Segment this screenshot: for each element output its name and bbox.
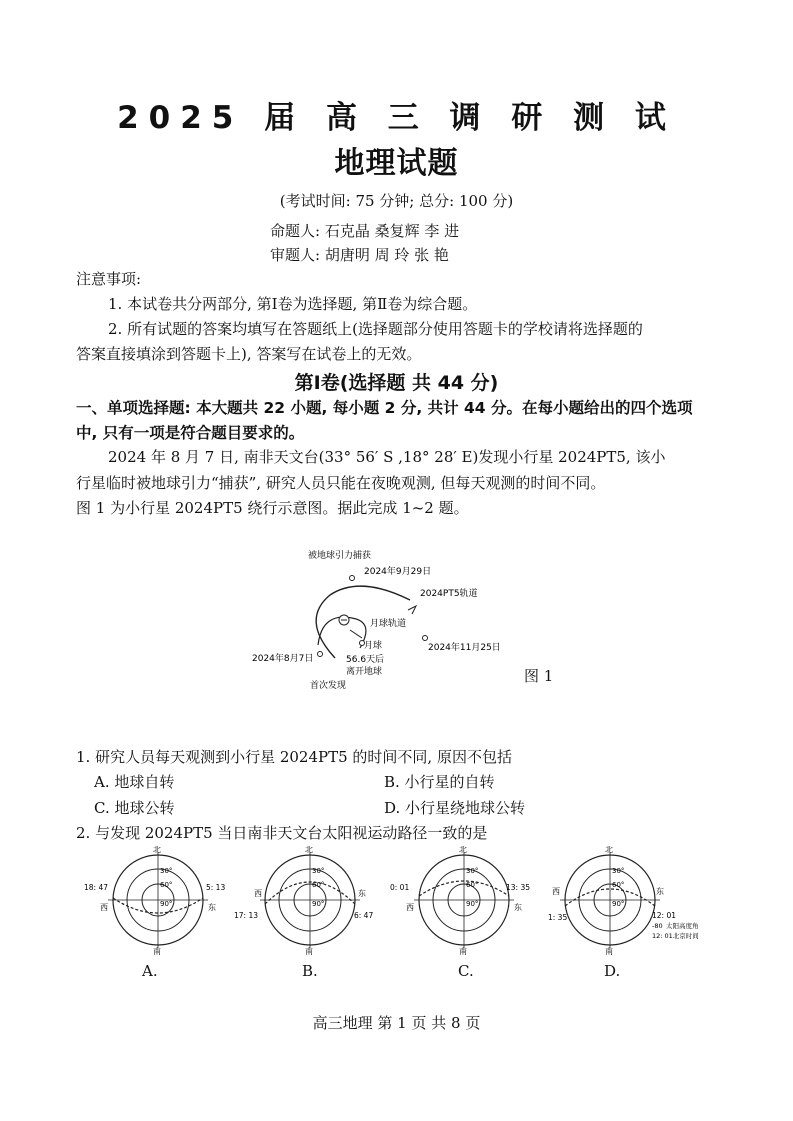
label-leave-1: 56.6天后 [346,655,385,665]
deg-90-d: 90° [612,900,625,908]
deg-60-b: 60° [312,881,325,889]
south-label-b: 南 [305,947,313,956]
label-date-aug: 2024年8月7日 [252,654,314,664]
passage-line-2: 行星临时被地球引力“捕获”, 研究人员只能在夜晚观测, 但每天观测的时间不同。 [76,474,606,492]
label-date-nov: 2024年11月25日 [428,643,501,653]
deg-30-c: 30° [466,867,479,875]
moon-pointer-line [350,630,362,638]
label-leave-2: 离开地球 [346,667,383,677]
point-nov-25 [423,636,428,641]
notice-item-2-line-1: 2. 所有试题的答案均填写在答题纸上(选择题部分使用答题卡的学校请将选择题的 [108,320,643,338]
label-orbit-moon: 月球轨道 [370,619,407,629]
sun-path-diagram-b [234,846,384,956]
east-label-d: 东 [656,887,664,896]
setters-line: 命题人: 石克晶 桑复辉 李 进 [270,222,460,240]
time-left-b: 17: 13 [234,911,258,920]
time-left-c: 0: 01 [390,883,410,892]
sun-path-diagram-c [390,846,540,956]
question-2-option-c: C. [458,962,474,980]
orbit-arrow [408,606,416,614]
north-label-b: 北 [305,846,313,854]
passage-line-1: 2024 年 8 月 7 日, 南非天文台(33° 56′ S ,18° 28′ E)发现小行星 2024PT5, 该小 [108,448,666,466]
deg-30-a: 30° [160,867,173,875]
deg-90-c: 90° [466,900,479,908]
west-label-d: 西 [552,887,560,896]
east-label-c: 东 [514,903,522,912]
deg-60-a: 60° [160,881,173,889]
legend-time: 12: 01北京时间 [652,932,699,940]
label-orbit-pt5: 2024PT5轨道 [420,589,478,599]
point-aug-7 [318,652,323,657]
legend-angle: 太阳高度角 [666,922,699,930]
exam-subtitle: 地理试题 [334,146,459,181]
figure-1-caption: 图 1 [524,667,554,685]
deg-30-d: 30° [612,867,625,875]
section-intro-line-2: 中, 只有一项是符合题目要求的。 [76,424,305,442]
question-2-stem: 2. 与发现 2024PT5 当日南非天文台太阳视运动路径一致的是 [76,824,488,842]
question-1-option-b: B. 小行星的自转 [384,773,495,791]
sun-path-diagram-a [84,846,234,956]
north-label-c: 北 [459,846,467,854]
time-right-d: 12: 01 [652,911,676,920]
sun-path-diagram-d [548,846,718,956]
deg-60-c: 60° [466,881,479,889]
question-1-option-c: C. 地球公转 [94,799,175,817]
notice-heading: 注意事项: [76,270,142,288]
point-sep-29 [350,576,355,581]
notice-item-2-line-2: 答案直接填涂到答题卡上), 答案写在试卷上的无效。 [76,345,422,363]
question-2-option-a: A. [142,962,158,980]
deg-60-d: 60° [612,881,625,889]
section-intro-line-1: 一、单项选择题: 本大题共 22 小题, 每小题 2 分, 共计 44 分。在每小题给出的四个选项 [76,399,693,417]
legend-angle-mark: -80 [652,922,663,930]
reviewers-line: 审题人: 胡唐明 周 玲 张 艳 [270,246,449,264]
time-right-c: 13: 35 [506,883,530,892]
deg-90-a: 90° [160,900,173,908]
deg-90-b: 90° [312,900,325,908]
time-left-a: 18: 47 [84,883,108,892]
east-label-a: 东 [208,903,216,912]
time-right-a: 5: 13 [206,883,226,892]
label-first-found: 首次发现 [310,681,347,691]
east-label-b: 东 [358,889,366,898]
time-left-d: 1: 35 [548,913,568,922]
north-label-d: 北 [605,846,613,854]
north-label-a: 北 [153,846,161,854]
west-label-a: 西 [100,903,108,912]
exam-title: 2025 届 高 三 调 研 测 试 [117,100,676,136]
question-2-option-d: D. [604,962,621,980]
page-footer: 高三地理 第 1 页 共 8 页 [312,1014,481,1032]
south-label-a: 南 [153,947,161,956]
exam-info: (考试时间: 75 分钟; 总分: 100 分) [279,192,514,210]
label-moon: 月球 [364,641,383,651]
south-label-c: 南 [459,947,467,956]
west-label-c: 西 [406,903,414,912]
question-1-option-d: D. 小行星绕地球公转 [384,799,526,817]
time-right-b: 6: 47 [354,911,374,920]
deg-30-b: 30° [312,867,325,875]
label-date-sep: 2024年9月29日 [364,567,432,577]
question-2-option-b: B. [302,962,318,980]
notice-item-1: 1. 本试卷共分两部分, 第Ⅰ卷为选择题, 第Ⅱ卷为综合题。 [108,295,478,313]
passage-line-3: 图 1 为小行星 2024PT5 绕行示意图。据此完成 1~2 题。 [76,499,469,517]
label-captured: 被地球引力捕获 [308,551,372,561]
section-heading: 第Ⅰ卷(选择题 共 44 分) [294,372,499,394]
west-label-b: 西 [254,889,262,898]
question-1-stem: 1. 研究人员每天观测到小行星 2024PT5 的时间不同, 原因不包括 [76,748,512,766]
south-label-d: 南 [605,947,613,956]
question-1-option-a: A. 地球自转 [94,773,175,791]
